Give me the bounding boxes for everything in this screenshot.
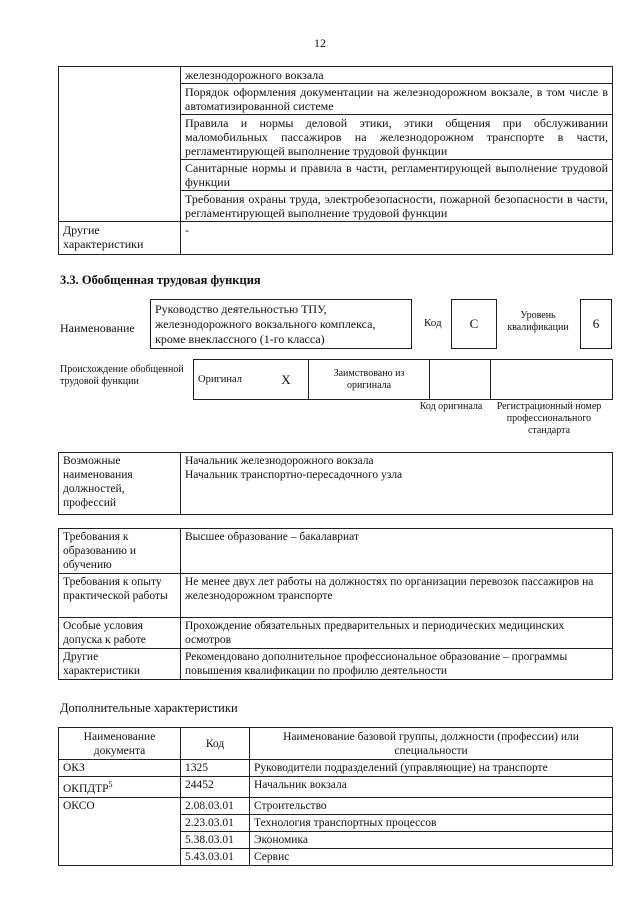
prev-table-left-cell [59,67,181,222]
other-characteristics-value: - [181,222,613,255]
row-name: Руководители подразделений (управляющие) на транспорте [250,760,613,777]
row-name: Сервис [250,848,613,865]
row-doc [59,777,181,798]
row-name: Экономика [250,831,613,848]
row-code: 5.38.03.01 [181,831,250,848]
origin-code-cell [430,360,491,400]
borrowed-label: Заимствовано из оригинала [309,360,430,400]
code-caption: Код оригинала [419,401,483,412]
row-doc-text: ОКПДТР [63,782,109,795]
original-mark: X [264,360,309,400]
requirement-label: Требования к образованию и обучению [59,529,181,574]
prev-table-cell: Порядок оформления документации на железнодорожном вокзале, в том числе в автоматизированной системе [181,84,613,115]
requirement-label: Требования к опыту практической работы [59,574,181,618]
header-doc: Наименование документа [59,728,181,760]
requirement-value: Не менее двух лет работы на должностях по организации перевозок пассажиров на железнодорожном транспорте [181,574,613,618]
original-label: Оригинал [194,360,265,400]
row-doc: ОКСО [59,797,181,865]
additional-title: Дополнительные характеристики [60,701,238,715]
positions-label: Возможные наименования должностей, профессий [59,453,181,515]
prev-table-cell: Требования охраны труда, электробезопасности, пожарной безопасности в части, регламентирующей выполнение трудовой функции [181,191,613,222]
origin-reg-cell [491,360,613,400]
row-code: 5.43.03.01 [181,848,250,865]
row-name: Начальник вокзала [250,777,613,798]
row-doc: ОКЗ [59,760,181,777]
name-label: Наименование [60,321,135,335]
row-name: Строительство [250,797,613,814]
prev-function-table [58,66,613,255]
level-label: Уровень квалификации [507,310,569,333]
position-item: Начальник железнодорожного вокзала [185,455,374,467]
requirement-value: Прохождение обязательных предварительных и периодических медицинских осмотров [181,618,613,649]
header-code: Код [181,728,250,760]
row-code: 2.08.03.01 [181,797,250,814]
level-value-box: 6 [580,299,612,349]
additional-table [58,727,613,866]
code-label: Код [424,317,442,329]
positions-values [181,453,613,515]
requirement-value: Рекомендовано дополнительное профессиональное образование – программы повышения квалификации по профилю деятельности [181,649,613,680]
row-code: 1325 [181,760,250,777]
prev-table-cell: железнодорожного вокзала [181,67,613,84]
origin-label: Происхождение обобщенной трудовой функции [60,364,184,387]
positions-table [58,452,613,515]
prev-table-cell: Санитарные нормы и правила в части, регламентирующей выполнение трудовой функции [181,160,613,191]
requirement-value: Высшее образование – бакалавриат [181,529,613,574]
requirement-label: Другие характеристики [59,649,181,680]
requirements-table [58,528,613,680]
origin-table [193,359,613,400]
row-name: Технология транспортных процессов [250,814,613,831]
code-value-box: C [451,299,497,349]
row-code: 24452 [181,777,250,798]
footnote-mark: 5 [108,780,113,789]
section-title: 3.3. Обобщенная трудовая функция [60,273,261,287]
requirement-label: Особые условия допуска к работе [59,618,181,649]
header-name: Наименование базовой группы, должности (профессии) или специальности [250,728,613,760]
row-code: 2.23.03.01 [181,814,250,831]
position-item: Начальник транспортно-пересадочного узла [185,469,403,481]
prev-table-cell: Правила и нормы деловой этики, этики общения при обслуживании маломобильных пассажиров на железнодорожном транспорте в части, регламентирующей выполнение трудовой функции [181,115,613,160]
page-number: 12 [314,36,326,50]
other-characteristics-label: Другие характеристики [59,222,181,255]
function-name-box: Руководство деятельностью ТПУ, железнодорожного вокзального комплекса, кроме внеклассного (1-го класса) [150,299,412,349]
reg-caption: Регистрационный номер профессионального стандарта [496,401,602,436]
